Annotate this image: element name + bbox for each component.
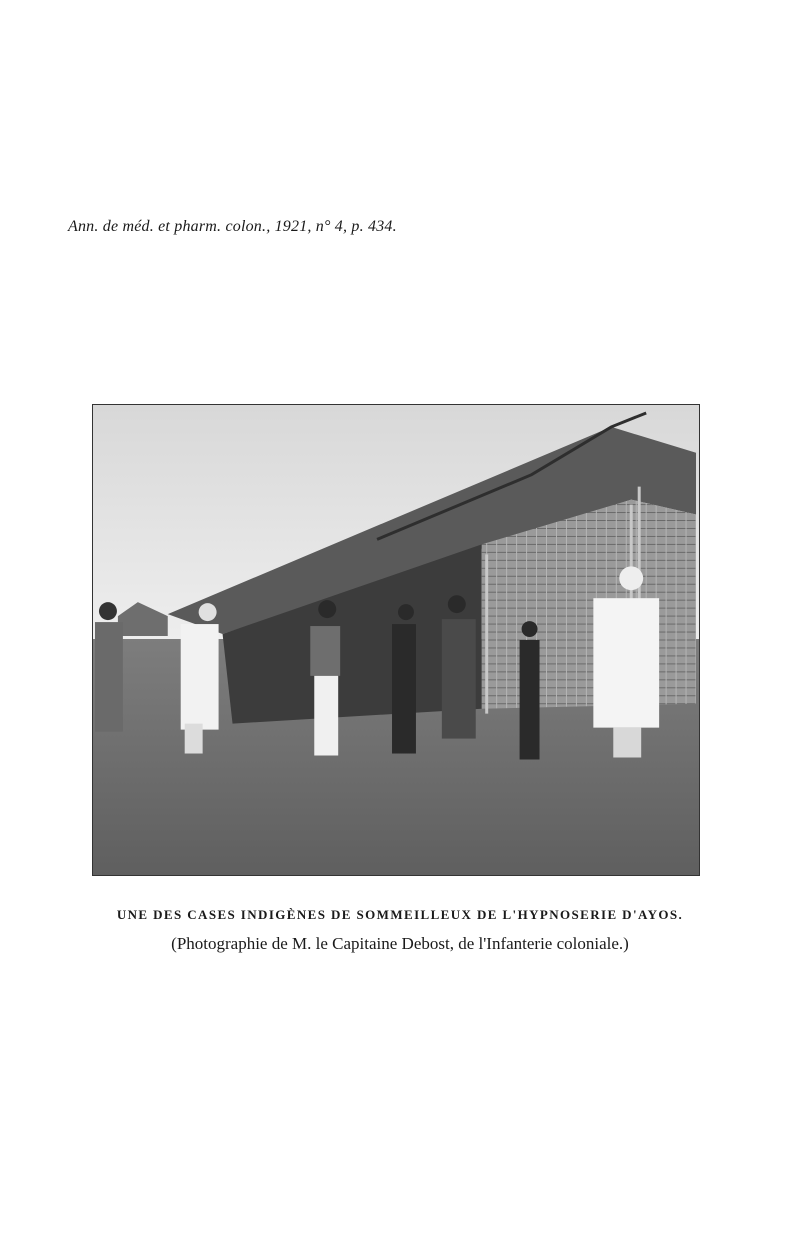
caption-credit: (Photographie de M. le Capitaine Debost, de l'Infanterie coloniale.) — [171, 934, 629, 953]
patient-standing — [392, 604, 416, 753]
boy-patient — [520, 621, 540, 759]
journal-citation: Ann. de méd. et pharm. colon., 1921, n° 4, p. 434. — [68, 218, 397, 235]
photograph — [92, 404, 700, 876]
caption-title: UNE DES CASES INDIGÈNES DE SOMMEILLEUX DE L'HYPNOSERIE D'AYOS. — [116, 907, 684, 922]
hut-photograph — [93, 405, 699, 875]
